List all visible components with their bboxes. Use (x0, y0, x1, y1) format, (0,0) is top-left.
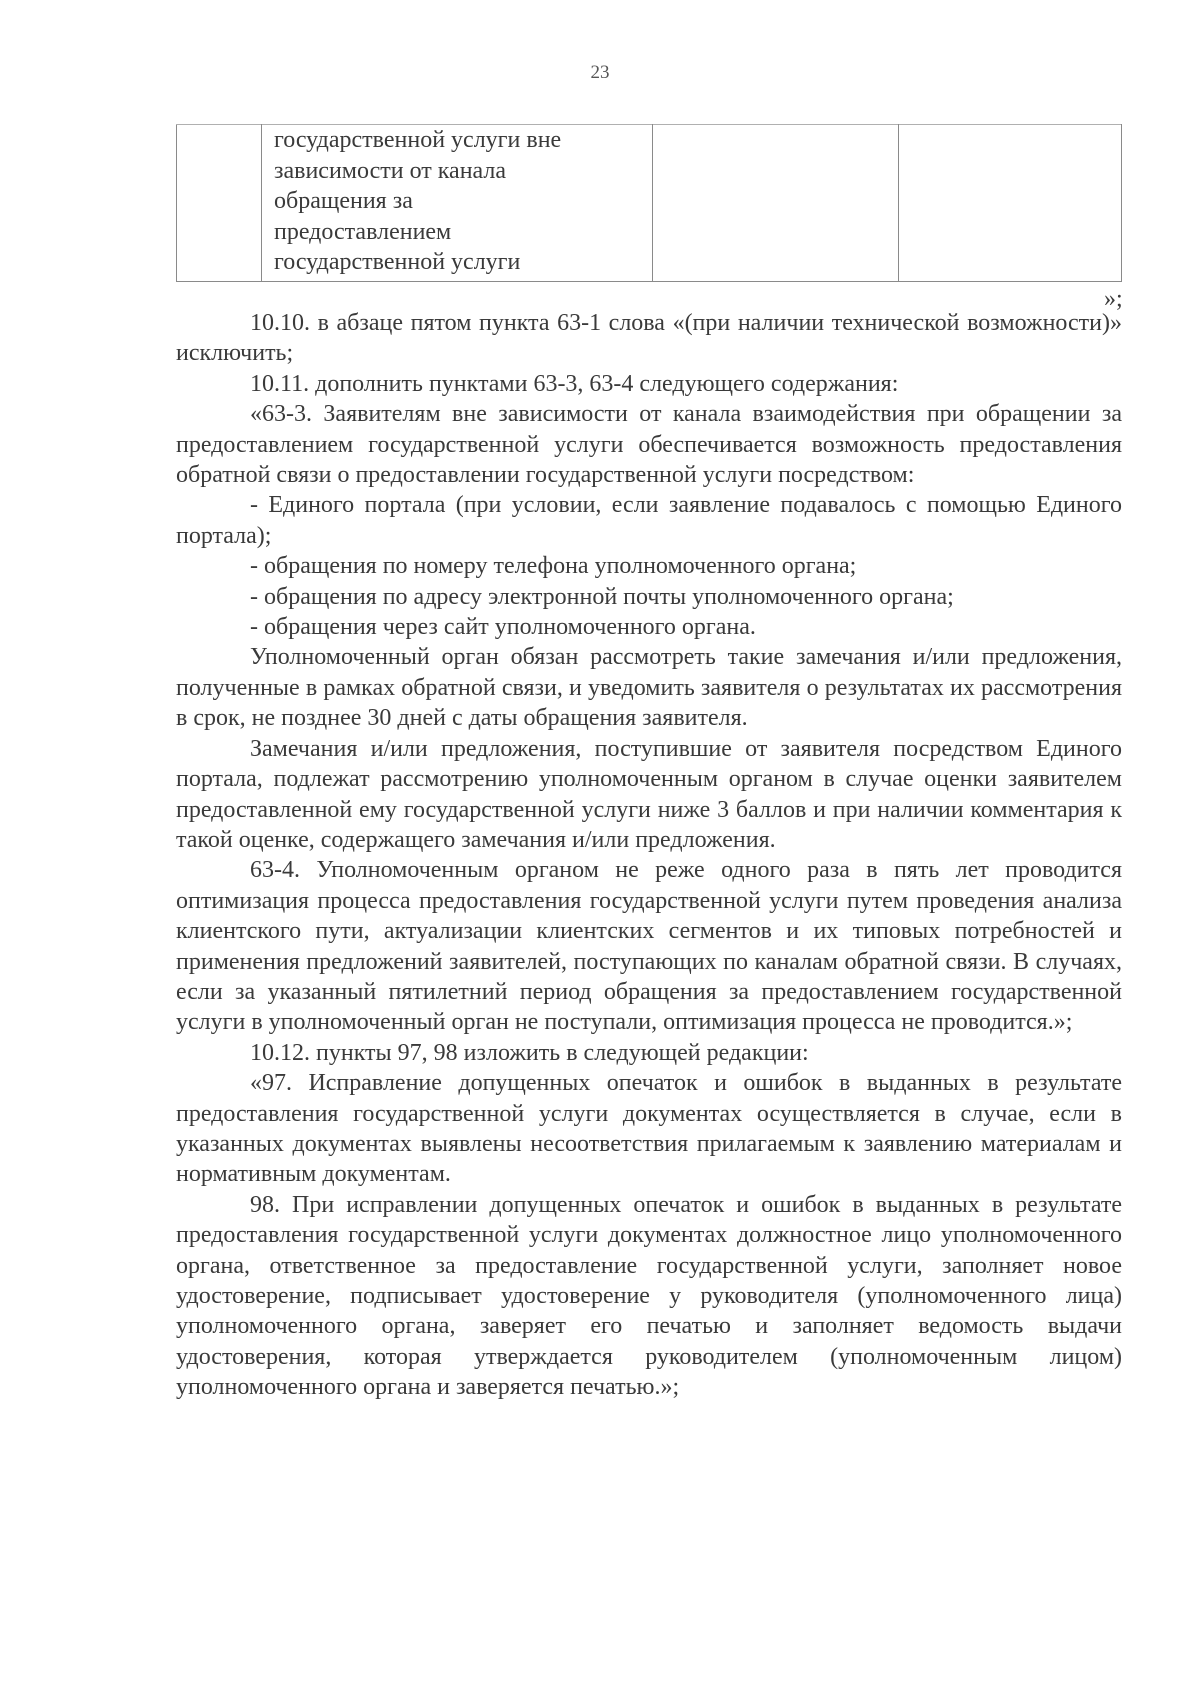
paragraph: - обращения по адресу электронной почты уполномоченного органа; (250, 583, 954, 610)
table-cell-3 (653, 125, 899, 282)
paragraph: - Единого портала (при условии, если заявление подавалось с помощью Единого портала); (176, 492, 1122, 549)
table-row (177, 125, 1122, 282)
paragraph: 10.10. в абзаце пятом пункта 63-1 слова «(при наличии технической возможности)» исключить; (176, 310, 1122, 367)
paragraph: 98. При исправлении допущенных опечаток и ошибок в выданных в результате предоставления государственной услуги документах должностное лицо уполномоченного органа, ответственное за предоставление государственной услуги, заполняет новое удостоверение, подписывает удостоверение у руководителя (уполномоченного лица) уполномоченного органа, заверяет его печатью и заполняет ведомость выдачи удостоверения, которая утверждается руководителем (уполномоченным лицом) уполномоченного органа и заверяется печатью.»; (176, 1191, 1122, 1401)
paragraph: Уполномоченный орган обязан рассмотреть такие замечания и/или предложения, полученные в рамках обратной связи, и уведомить заявителя о результатах их рассмотрения в срок, не позднее 30 дней с даты обращения заявителя. (176, 644, 1122, 732)
paragraph: - обращения по номеру телефона уполномоченного органа; (250, 553, 857, 580)
paragraph: «97. Исправление допущенных опечаток и ошибок в выданных в результате предоставления государственной услуги документах осуществляется в случае, если в указанных документах выявлены несоответствия прилагаемым к заявлению материалам и нормативным документам. (176, 1070, 1122, 1188)
table-fragment (176, 124, 1122, 282)
paragraph: - обращения через сайт уполномоченного органа. (250, 614, 756, 641)
page-number: 23 (590, 62, 610, 83)
table-cell-1 (177, 125, 262, 282)
paragraph: 10.11. дополнить пунктами 63-3, 63-4 следующего содержания: (250, 370, 899, 397)
paragraph: Замечания и/или предложения, поступившие от заявителя посредством Единого портала, подлежат рассмотрению уполномоченным органом в случае оценки заявителем предоставленной ему государственной услуги ниже 3 баллов и при наличии комментария к такой оценке, содержащего замечания и/или предложения. (176, 735, 1122, 853)
table-cell-line: зависимости от канала (274, 157, 507, 184)
paragraph: «63-3. Заявителям вне зависимости от канала взаимодействия при обращении за предоставлением государственной услуги обеспечивается возможность предоставления обратной связи о предоставлении государственной услуги посредством: (176, 401, 1122, 489)
paragraph: 10.12. пункты 97, 98 изложить в следующей редакции: (250, 1039, 809, 1066)
table-cell-line: государственной услуги (274, 249, 521, 275)
table-cell-2 (262, 125, 653, 282)
table-cell-line: предоставлением (274, 218, 452, 245)
table-cell-line: обращения за (274, 188, 413, 214)
table-cell-line: государственной услуги вне (274, 127, 562, 153)
closing-quote-mark: »; (1104, 286, 1123, 312)
table-cell-text (262, 125, 652, 278)
paragraph: 63-4. Уполномоченным органом не реже одного раза в пять лет проводится оптимизация процесса предоставления государственной услуги путем проведения анализа клиентского пути, актуализации клиентских сегментов и их типовых потребностей и применения предложений заявителей, поступающих по каналам обратной связи. В случаях, если за указанный пятилетний период обращения за предоставлением государственной услуги в уполномоченный орган не поступали, оптимизация процесса не проводится.»; (176, 857, 1122, 1036)
document-body (176, 308, 1122, 1403)
table-cell-4 (899, 125, 1122, 282)
